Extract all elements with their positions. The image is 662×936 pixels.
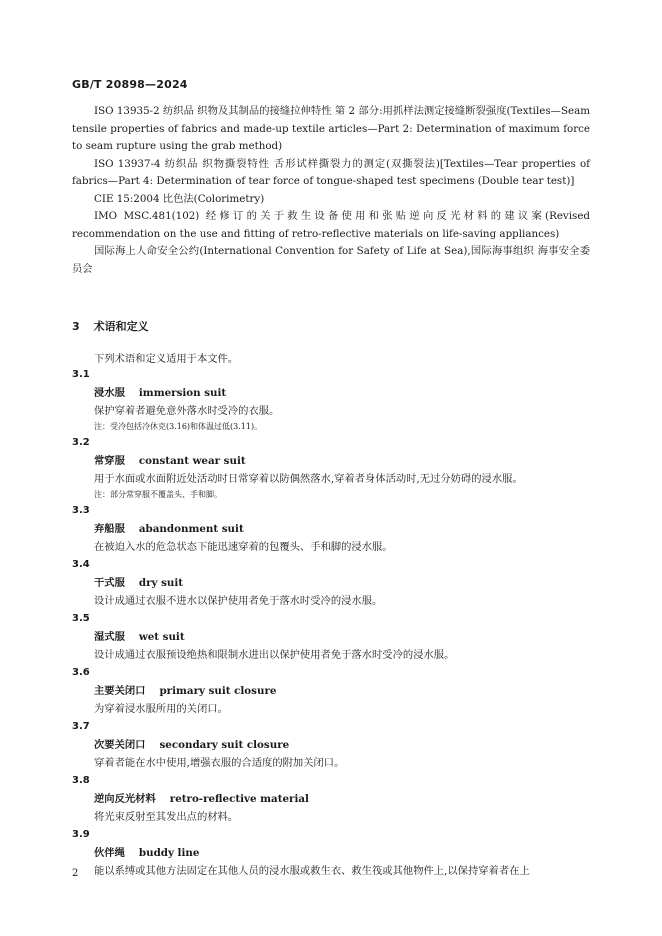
section-heading xyxy=(72,318,149,334)
term-definition: 用于水面或水面附近处活动时日常穿着以防偶然落水,穿着者身体活动时,无过分妨碍的浸水服。 xyxy=(94,473,523,485)
term-note: 注：部分常穿服不覆盖头、手和脚。 xyxy=(94,490,222,499)
normative-references xyxy=(72,103,590,278)
term-zh: 主要关闭口 xyxy=(94,685,146,697)
term-definition: 穿着者能在水中使用,增强衣服的合适度的附加关闭口。 xyxy=(94,757,345,769)
term-number: 3.1 xyxy=(72,369,90,380)
term-heading xyxy=(94,574,590,592)
term-definition: 为穿着浸水服所用的关闭口。 xyxy=(94,703,228,715)
term-entry xyxy=(72,556,590,610)
term-heading xyxy=(94,736,590,754)
term-number: 3.8 xyxy=(72,775,90,786)
page-number: 2 xyxy=(72,868,79,879)
term-entry xyxy=(72,826,590,880)
term-heading xyxy=(94,682,590,700)
term-en: secondary suit closure xyxy=(159,739,290,751)
term-en: constant wear suit xyxy=(138,455,246,467)
term-definition: 能以系缚或其他方法固定在其他人员的浸水服或救生衣、救生筏或其他物件上,以保持穿着者在上 xyxy=(94,865,530,877)
term-entry xyxy=(72,718,590,772)
term-en: dry suit xyxy=(138,577,184,589)
section-number: 3 xyxy=(72,320,80,333)
section-title: 术语和定义 xyxy=(93,320,149,333)
term-heading xyxy=(94,520,590,538)
term-heading xyxy=(94,790,590,808)
term-en: abandonment suit xyxy=(138,523,244,535)
term-number: 3.4 xyxy=(72,559,90,570)
term-definition: 设计成通过衣服预设绝热和限制水进出以保护使用者免于落水时受冷的浸水服。 xyxy=(94,649,455,661)
term-zh: 逆向反光材料 xyxy=(94,793,156,805)
reference-item: IMO MSC.481(102) 经修订的关于救生设备使用和张贴逆向反光材料的建议案(Revised recommendation on the use and fitting of retro-reflective materials on life-saving appliances) xyxy=(72,210,590,240)
standard-code-header: GB/T 20898—2024 xyxy=(72,78,188,91)
term-number: 3.2 xyxy=(72,437,90,448)
term-number: 3.3 xyxy=(72,505,90,516)
term-heading xyxy=(94,384,590,402)
term-zh: 常穿服 xyxy=(94,455,125,467)
term-zh: 浸水服 xyxy=(94,387,125,399)
reference-item: 国际海上人命安全公约(International Convention for Safety of Life at Sea),国际海事组织 海事安全委员会 xyxy=(72,245,590,275)
term-number: 3.5 xyxy=(72,613,90,624)
reference-item: ISO 13935-2 纺织品 织物及其制品的接缝拉伸特性 第 2 部分:用抓样法测定接缝断裂强度(Textiles—Seam tensile properties of fabrics and made-up textile articles—Part 2: Determination of maximum force to seam rupture using the grab method) xyxy=(72,105,590,152)
term-zh: 次要关闭口 xyxy=(94,739,146,751)
term-entry xyxy=(72,610,590,664)
term-heading xyxy=(94,452,590,470)
terms-list xyxy=(72,366,590,880)
reference-item: CIE 15:2004 比色法(Colorimetry) xyxy=(94,192,265,205)
term-entry xyxy=(72,664,590,718)
term-zh: 伙伴绳 xyxy=(94,847,125,859)
term-entry xyxy=(72,772,590,826)
term-heading xyxy=(94,844,590,862)
term-zh: 湿式服 xyxy=(94,631,125,643)
term-en: wet suit xyxy=(138,631,185,643)
term-number: 3.7 xyxy=(72,721,90,732)
term-definition: 将光束反射至其发出点的材料。 xyxy=(94,811,239,823)
term-zh: 干式服 xyxy=(94,577,125,589)
term-en: retro-reflective material xyxy=(169,793,309,805)
term-heading xyxy=(94,628,590,646)
term-note: 注：受冷包括冷休克(3.16)和体温过低(3.11)。 xyxy=(94,422,263,431)
term-definition: 在被迫入水的危急状态下能迅速穿着的包覆头、手和脚的浸水服。 xyxy=(94,541,393,553)
term-en: immersion suit xyxy=(138,387,227,399)
term-definition: 设计成通过衣服不进水以保护使用者免于落水时受冷的浸水服。 xyxy=(94,595,383,607)
term-entry xyxy=(72,366,590,434)
term-entry xyxy=(72,502,590,556)
term-en: buddy line xyxy=(138,847,200,859)
section-intro: 下列术语和定义适用于本文件。 xyxy=(94,353,239,365)
term-definition: 保护穿着者避免意外落水时受冷的衣服。 xyxy=(94,405,280,417)
term-number: 3.9 xyxy=(72,829,90,840)
term-en: primary suit closure xyxy=(159,685,277,697)
term-entry xyxy=(72,434,590,502)
reference-item: ISO 13937-4 纺织品 织物撕裂特性 舌形试样撕裂力的测定(双撕裂法)[Textiles—Tear properties of fabrics—Part 4: Determination of tear force of tongue-shaped test specimens (Double tear test)] xyxy=(72,157,590,187)
term-zh: 弃船服 xyxy=(94,523,125,535)
term-number: 3.6 xyxy=(72,667,90,678)
